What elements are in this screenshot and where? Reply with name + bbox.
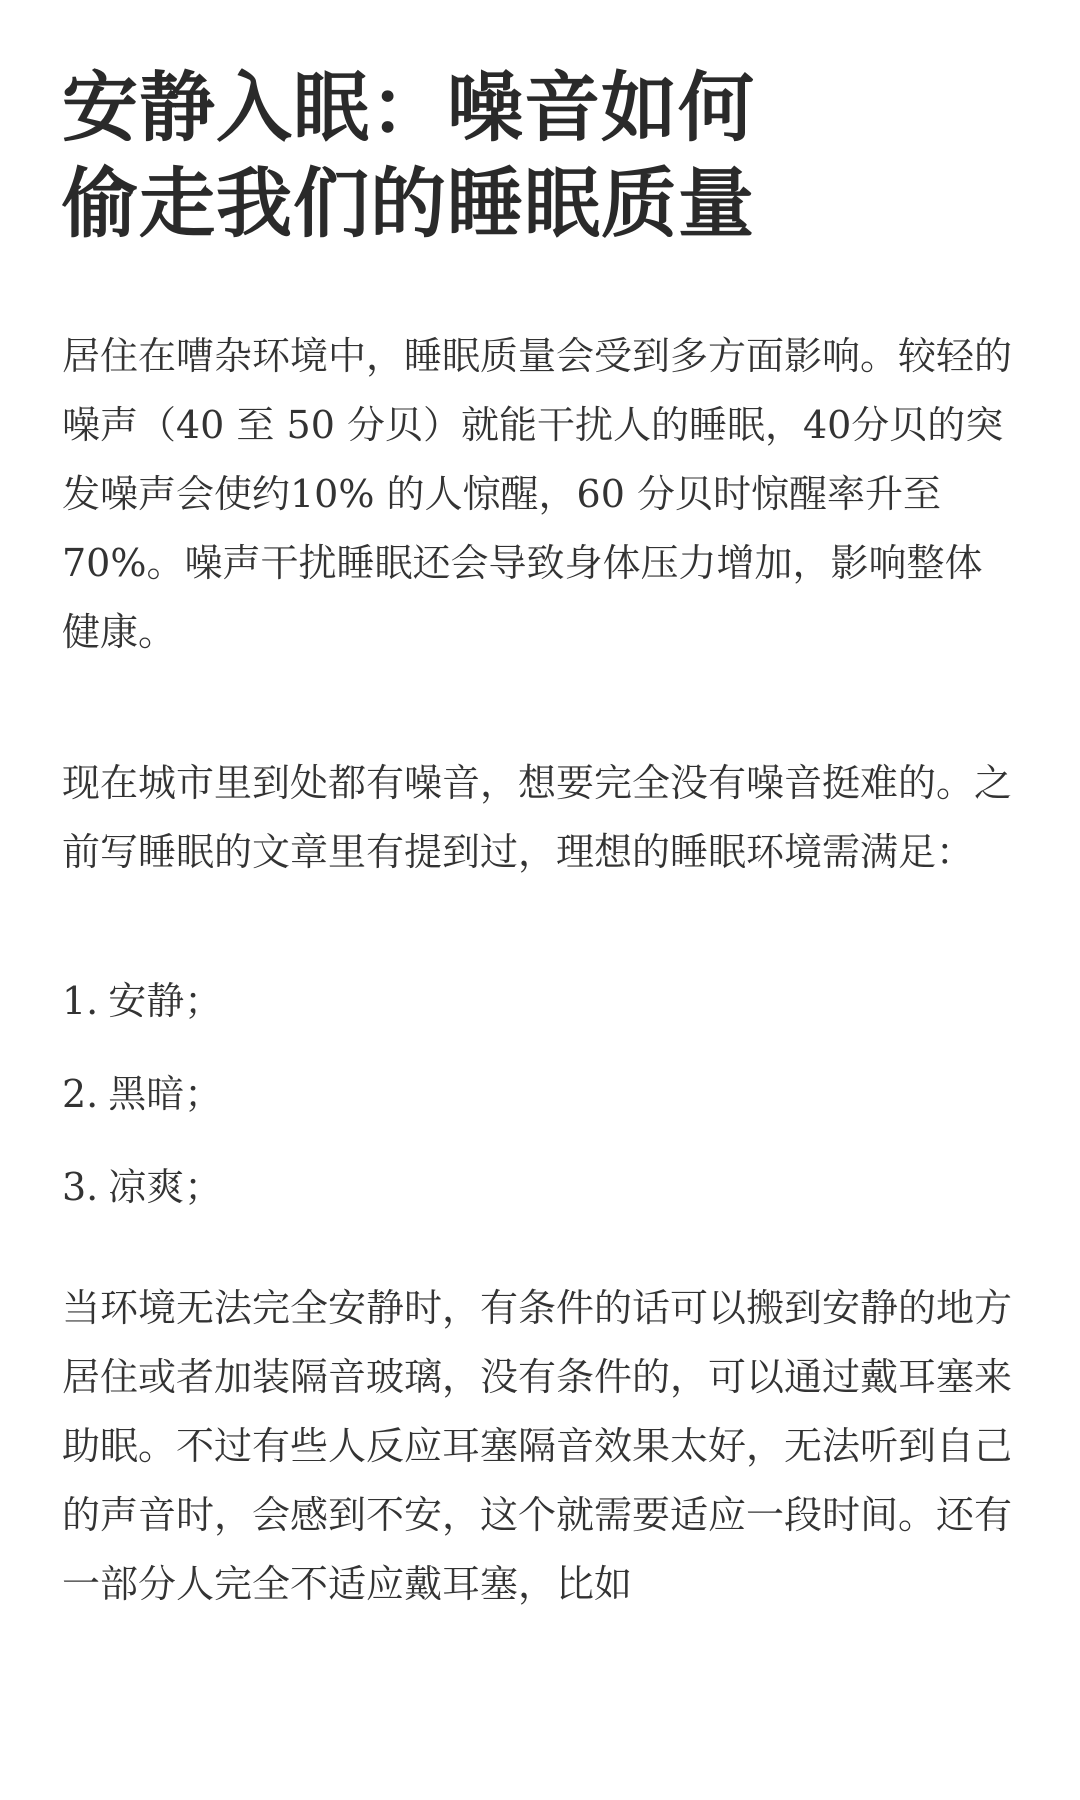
list-item-text: 黑暗； (108, 1072, 223, 1116)
requirements-list (62, 967, 1018, 1222)
list-item-text: 安静； (108, 979, 223, 1023)
paragraph-earplugs: 当环境无法完全安静时，有条件的话可以搬到安静的地方居住或者加装隔音玻璃，没有条件的，可以通过戴耳塞来助眠。不过有些人反应耳塞隔音效果太好，无法听到自己的声音时，会感到不安，这个就需要适应一段时间。还有一部分人完全不适应戴耳塞，比如 (62, 1286, 1013, 1606)
list-item-number: 1. (62, 979, 99, 1023)
list-item-number: 3. (62, 1165, 99, 1209)
title-line-1: 安静入眠：噪音如何 (62, 63, 755, 152)
article (62, 60, 1018, 1619)
paragraph-ideal-environment: 现在城市里到处都有噪音，想要完全没有噪音挺难的。之前写睡眠的文章里有提到过，理想的睡眠环境需满足： (62, 761, 1013, 874)
article-title (62, 60, 1018, 252)
paragraph-noise-effects: 居住在嘈杂环境中，睡眠质量会受到多方面影响。较轻的噪声（40 至 50 分贝）就能干扰人的睡眠，40分贝的突发噪声会使约10% 的人惊醒，60 分贝时惊醒率升至 70%。噪声干扰睡眠还会导致身体压力增加，影响整体健康。 (62, 334, 1013, 654)
list-item (62, 1060, 1018, 1129)
list-item (62, 1153, 1018, 1222)
list-item (62, 967, 1018, 1036)
list-item-number: 2. (62, 1072, 99, 1116)
list-item-text: 凉爽； (108, 1165, 223, 1209)
title-line-2: 偷走我们的睡眠质量 (62, 159, 755, 248)
